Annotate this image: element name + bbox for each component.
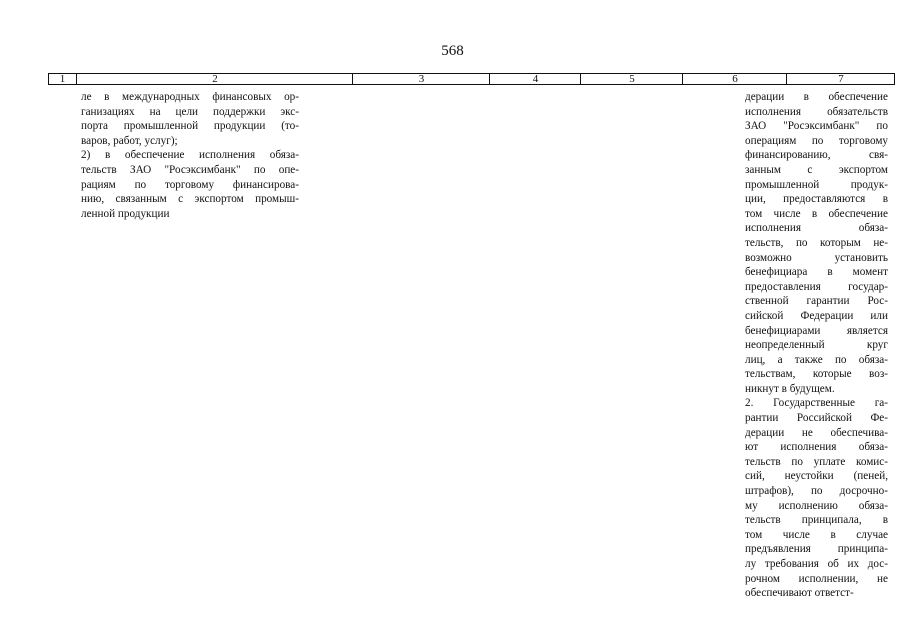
column-7-text <box>745 90 888 601</box>
column-2-text-line: порта промышленной продукции (то- <box>81 120 299 133</box>
column-2-text-line: 2) в обеспечение исполнения обяза- <box>81 149 299 162</box>
page-number: 568 <box>441 43 464 59</box>
column-header-4: 4 <box>489 74 581 84</box>
column-7-text-line: лиц, а также по обяза- <box>745 353 888 366</box>
column-header-7: 7 <box>786 74 895 84</box>
column-header-1: 1 <box>59 73 66 85</box>
column-header-5: 5 <box>580 74 683 84</box>
column-7-text-line: дерации не обеспечива- <box>745 426 888 439</box>
column-2-text <box>81 90 299 221</box>
column-2-text-line: рациям по торговому финансирова- <box>81 178 299 191</box>
column-7-text-line: том числе в обеспечение <box>745 207 888 220</box>
column-2-text-line: ленной продукции <box>81 207 170 220</box>
column-7-text-line: му исполнению обяза- <box>745 499 888 512</box>
column-7-text-line: предоставления государ- <box>745 280 888 293</box>
column-7-text-line: ции, предоставляются в <box>745 193 888 206</box>
column-7-text-line: ЗАО "Росэксимбанк" по <box>745 120 888 133</box>
table-header-row <box>48 73 895 85</box>
column-2-text-line: ле в международных финансовых ор- <box>81 91 299 103</box>
column-7-text-line: бенефициарами является <box>745 324 888 337</box>
column-7-text-line: исполнения обяза- <box>745 222 888 235</box>
column-header-3: 3 <box>352 74 490 84</box>
column-header-2: 2 <box>76 74 353 84</box>
column-7-text-line: бенефициара в момент <box>745 266 888 279</box>
column-7-text-line: никнут в будущем. <box>745 382 835 395</box>
column-7-text-line: исполнения обязательств <box>745 105 888 118</box>
column-2-text-line: варов, работ, услуг); <box>81 134 178 147</box>
column-7-text-line: ют исполнения обяза- <box>745 441 888 454</box>
column-2-text-line: тельств ЗАО "Росэксимбанк" по опе- <box>81 163 299 176</box>
column-7-text-line: тельств по уплате комис- <box>745 455 888 468</box>
column-7-text-line: штрафов), по досрочно- <box>745 485 888 498</box>
column-7-text-line: рочном исполнении, не <box>745 572 888 585</box>
column-7-text-line: дерации в обеспечение <box>745 91 888 103</box>
column-7-text-line: 2. Государственные га- <box>745 397 888 410</box>
column-7-text-line: занным с экспортом <box>745 163 888 176</box>
column-7-text-line: тельствам, которые воз- <box>745 368 888 381</box>
column-7-text-line: тельств, по которым не- <box>745 236 888 249</box>
column-2-text-line: нию, связанным с экспортом промыш- <box>81 193 299 206</box>
column-7-text-line: рантии Российской Фе- <box>745 412 888 425</box>
column-7-text-line: тельств принципала, в <box>745 514 888 527</box>
column-7-text-line: сийской Федерации или <box>745 309 888 322</box>
column-7-text-line: лу требования об их дос- <box>745 558 888 570</box>
column-7-text-line: промышленной продук- <box>745 178 888 191</box>
column-7-text-line: предъявления принципа- <box>745 543 888 556</box>
column-7-text-line: сий, неустойки (пеней, <box>745 470 888 483</box>
column-7-text-line: финансированию, свя- <box>745 149 888 162</box>
column-7-text-line: ственной гарантии Рос- <box>745 295 888 308</box>
column-7-text-line: том числе в случае <box>745 528 888 541</box>
column-2-text-line: ганизациях на цели поддержки экс- <box>81 105 299 118</box>
column-7-text-line: неопределенный круг <box>745 339 888 352</box>
column-7-text-line: возможно установить <box>745 251 888 264</box>
column-7-text-line: обеспечивают ответст- <box>745 587 854 600</box>
column-7-text-line: операциям по торговому <box>745 134 888 147</box>
column-header-6: 6 <box>682 74 787 84</box>
